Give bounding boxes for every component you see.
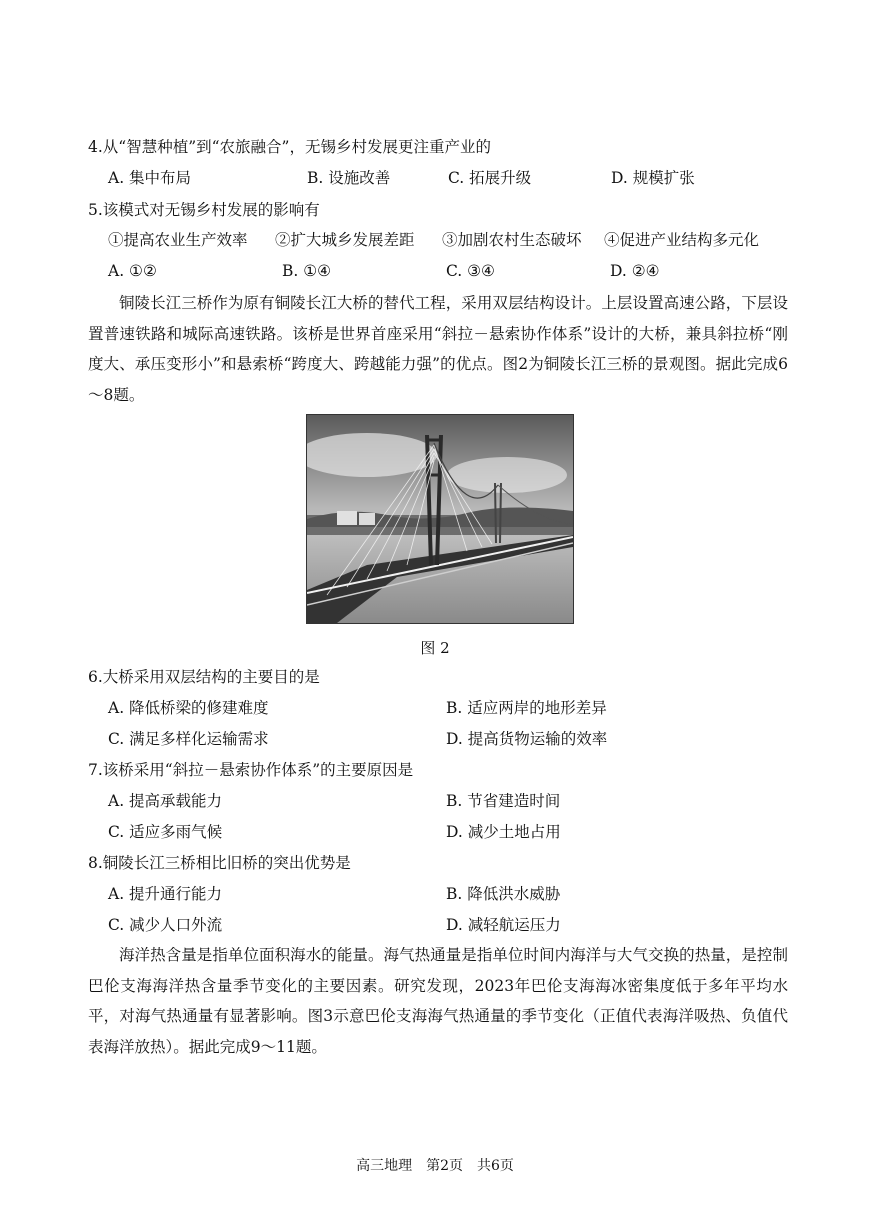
passage-barents-sea: 海洋热含量是指单位面积海水的能量。海气热通量是指单位时间内海洋与大气交换的热量，是控制巴伦支海海洋热含量季节变化的主要因素。研究发现，2023年巴伦支海海冰密集度低于多年平均水平，对海气热通量有显著影响。图3示意巴伦支海海气热通量的季节变化（正值代表海洋吸热、负值代表海洋放热）。据此完成9～11题。 (88, 946, 788, 1056)
q5-option-a: A. ①② (108, 262, 157, 280)
q5-item-3: ③加剧农村生态破坏 (442, 231, 582, 249)
q8-stem: 8.铜陵长江三桥相比旧桥的突出优势是 (88, 854, 351, 872)
q7-option-b: B. 节省建造时间 (446, 792, 561, 810)
passage-bridge: 铜陵长江三桥作为原有铜陵长江大桥的替代工程，采用双层结构设计。上层设置高速公路，下层设置普速铁路和城际高速铁路。该桥是世界首座采用“斜拉－悬索协作体系”设计的大桥，兼具斜拉桥“刚度大、承压变形小”和悬索桥“跨度大、跨越能力强”的优点。图2为铜陵长江三桥的景观图。据此完成6～8题。 (88, 294, 788, 404)
q7-option-a: A. 提高承载能力 (108, 792, 223, 810)
q5-option-c: C. ③④ (446, 262, 495, 280)
q5-item-4: ④促进产业结构多元化 (604, 231, 760, 249)
q8-option-c: C. 减少人口外流 (108, 916, 223, 934)
bridge-photo-icon (307, 415, 573, 623)
q6-option-d: D. 提高货物运输的效率 (446, 730, 608, 748)
q8-option-b: B. 降低洪水威胁 (446, 885, 561, 903)
q8-option-d: D. 减轻航运压力 (446, 916, 561, 934)
figure-2-caption: 图 2 (420, 639, 450, 657)
q4-option-c: C. 拓展升级 (448, 169, 532, 187)
q6-option-a: A. 降低桥梁的修建难度 (108, 699, 269, 717)
q5-stem: 5.该模式对无锡乡村发展的影响有 (88, 201, 320, 219)
q4-option-d: D. 规模扩张 (611, 169, 695, 187)
figure-2-bridge-photo (306, 414, 574, 624)
q5-option-d: D. ②④ (610, 262, 660, 280)
q7-option-d: D. 减少土地占用 (446, 823, 561, 841)
q7-stem: 7.该桥采用“斜拉－悬索协作体系”的主要原因是 (88, 761, 414, 779)
q7-option-c: C. 适应多雨气候 (108, 823, 223, 841)
q4-option-a: A. 集中布局 (108, 169, 192, 187)
q5-item-2: ②扩大城乡发展差距 (275, 231, 415, 249)
q4-option-b: B. 设施改善 (307, 169, 391, 187)
q5-item-1: ①提高农业生产效率 (108, 231, 248, 249)
q6-option-c: C. 满足多样化运输需求 (108, 730, 269, 748)
q8-option-a: A. 提升通行能力 (108, 885, 223, 903)
page-footer: 高三地理 第2页 共6页 (356, 1158, 514, 1174)
q5-option-b: B. ①④ (282, 262, 332, 280)
q4-stem: 4.从“智慧种植”到“农旅融合”，无锡乡村发展更注重产业的 (88, 138, 491, 156)
q6-option-b: B. 适应两岸的地形差异 (446, 699, 607, 717)
q6-stem: 6.大桥采用双层结构的主要目的是 (88, 668, 320, 686)
